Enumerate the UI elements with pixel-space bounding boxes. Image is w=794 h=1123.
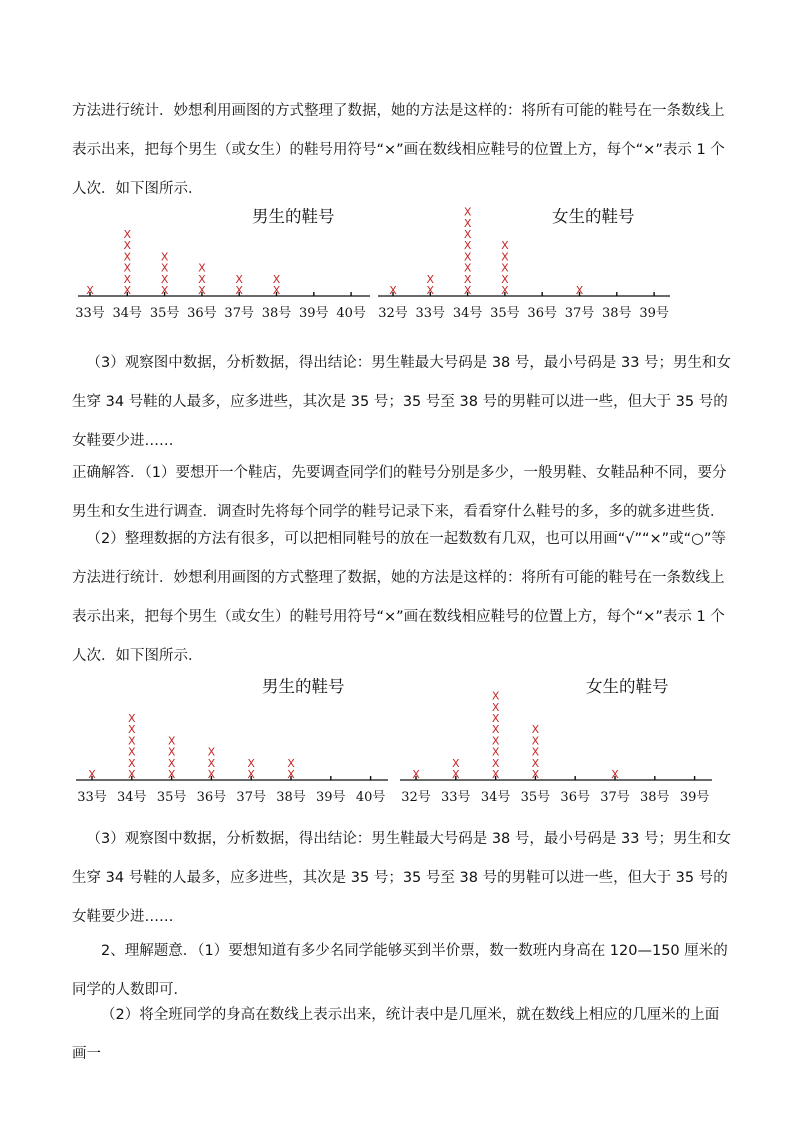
cross-mark: X — [463, 250, 472, 264]
cross-mark: X — [123, 228, 132, 241]
chart-boys-shoe-sizes-2 — [76, 670, 388, 805]
paragraph-answer-1: 正确解答．（1）要想开一个鞋店，先要调查同学们的鞋号分别是多少，一般男鞋、女鞋品种不同，要分男生和女生进行调查．调查时先将每个同学的鞋号记录下来，看看穿什么鞋号的多，多的就多进些货． — [72, 465, 727, 520]
cross-mark: X — [167, 745, 176, 759]
cross-mark: X — [426, 272, 435, 286]
cross-mark: X — [160, 272, 169, 286]
cross-mark: X — [198, 284, 206, 297]
chart-title: 女生的鞋号 — [586, 677, 669, 696]
cross-mark: X — [491, 700, 500, 714]
tick-label: 35号 — [490, 306, 520, 321]
chart-girls-shoe-sizes-2 — [400, 670, 712, 805]
tick-label: 36号 — [527, 306, 557, 321]
cross-mark: X — [531, 756, 540, 770]
cross-mark: X — [128, 768, 136, 781]
chart-svg — [400, 670, 712, 805]
tick-label: 35号 — [520, 790, 551, 805]
tick-label: 39号 — [679, 790, 710, 805]
cross-mark: X — [123, 284, 132, 297]
cross-mark: X — [491, 712, 500, 725]
tick-label: 39号 — [639, 306, 669, 321]
chart-title: 女生的鞋号 — [552, 207, 635, 226]
cross-mark: X — [491, 734, 500, 748]
cross-mark: X — [491, 689, 500, 703]
cross-mark: X — [531, 768, 540, 781]
tick-label: 32号 — [401, 790, 431, 805]
cross-mark: X — [501, 284, 509, 297]
cross-mark: X — [463, 205, 472, 219]
cross-mark: X — [412, 768, 420, 781]
cross-mark: X — [426, 284, 435, 297]
cross-mark: X — [531, 745, 540, 759]
tick-label: 36号 — [187, 306, 217, 321]
tick-label: 37号 — [224, 306, 254, 321]
tick-label: 34号 — [112, 306, 143, 321]
cross-mark: X — [128, 756, 136, 770]
tick-label: 36号 — [196, 790, 227, 805]
cross-mark: X — [491, 768, 500, 781]
cross-mark: X — [463, 228, 472, 241]
cross-mark: X — [463, 284, 472, 297]
cross-mark: X — [463, 261, 472, 275]
tick-label: 34号 — [117, 790, 147, 805]
tick-label: 38号 — [276, 790, 306, 805]
cross-mark: X — [167, 768, 176, 781]
tick-label: 33号 — [415, 306, 446, 321]
tick-label: 35号 — [156, 790, 187, 805]
tick-label: 37号 — [236, 790, 266, 805]
paragraph-method-intro: 方法进行统计．妙想利用画图的方式整理了数据，她的方法是这样的：将所有可能的鞋号在一条数线上表示出来，把每个男生（或女生）的鞋号用符号“×”画在数线相应鞋号的位置上方，每个“×”表示 1 个人次．如下图所示． — [72, 103, 725, 197]
chart-svg — [75, 200, 370, 321]
cross-mark: X — [207, 768, 216, 781]
cross-mark: X — [272, 272, 281, 286]
tick-label: 35号 — [149, 306, 180, 321]
tick-label: 33号 — [75, 306, 105, 321]
paragraph-height-2: （2）将全班同学的身高在数线上表示出来，统计表中是几厘米，就在数线上相应的几厘米的上面画一 — [72, 1007, 720, 1062]
tick-label: 33号 — [441, 790, 471, 805]
cross-mark: X — [247, 768, 255, 781]
tick-label: 36号 — [560, 790, 590, 805]
tick-label: 34号 — [452, 306, 483, 321]
tick-label: 39号 — [299, 306, 329, 321]
cross-mark: X — [160, 284, 169, 297]
cross-mark: X — [123, 272, 132, 286]
cross-mark: X — [491, 745, 500, 759]
tick-label: 37号 — [600, 790, 630, 805]
cross-mark: X — [198, 261, 206, 275]
chart-svg — [378, 200, 670, 321]
paragraph-observation-1: （3）观察图中数据，分析数据，得出结论：男生鞋最大号码是 38 号，最小号码是 33 号；男生和女生穿 34 号鞋的人最多，应多进些，其次是 35 号；35 号至 38 号的男鞋可以进一些，但大于 35 号的女鞋要少进…… — [72, 355, 732, 449]
chart-girls-shoe-sizes-1 — [378, 200, 670, 321]
paragraph-height-1: 2、理解题意．（1）要想知道有多少名同学能够买到半价票，数一数班内身高在 120—150 厘米的同学的人数即可． — [72, 943, 728, 998]
cross-mark: X — [86, 284, 94, 297]
cross-mark: X — [128, 734, 136, 748]
cross-mark: X — [463, 239, 472, 253]
cross-mark: X — [389, 284, 397, 297]
cross-mark: X — [491, 756, 500, 770]
cross-mark: X — [167, 734, 176, 748]
cross-mark: X — [123, 239, 132, 253]
cross-mark: X — [531, 734, 540, 748]
cross-mark: X — [123, 261, 132, 275]
cross-mark: X — [167, 756, 176, 770]
paragraph-method-2: （2）整理数据的方法有很多，可以把相同鞋号的放在一起数数有几双，也可以用画“√”“×”或“○”等方法进行统计．妙想利用画图的方式整理了数据，她的方法是这样的：将所有可能的鞋号在一条数线上表示出来，把每个男生（或女生）的鞋号用符号“×”画在数线相应鞋号的位置上方，每个“×”表示 1 个人次．如下图所示． — [72, 531, 726, 664]
cross-mark: X — [160, 250, 169, 264]
cross-mark: X — [611, 768, 619, 781]
cross-mark: X — [160, 261, 169, 275]
cross-mark: X — [287, 756, 295, 770]
cross-mark: X — [575, 284, 584, 297]
cross-mark: X — [501, 250, 509, 264]
cross-mark: X — [463, 272, 472, 286]
cross-mark: X — [287, 768, 295, 781]
tick-label: 40号 — [355, 790, 386, 805]
cross-mark: X — [272, 284, 281, 297]
cross-mark: X — [198, 272, 206, 286]
cross-mark: X — [452, 768, 460, 781]
chart-svg — [76, 670, 388, 805]
cross-mark: X — [128, 723, 136, 737]
cross-mark: X — [235, 284, 243, 297]
tick-label: 33号 — [77, 790, 107, 805]
tick-label: 34号 — [480, 790, 511, 805]
tick-label: 38号 — [261, 306, 292, 321]
tick-label: 32号 — [378, 306, 408, 321]
tick-label: 37号 — [564, 306, 595, 321]
cross-mark: X — [452, 756, 460, 770]
cross-mark: X — [501, 272, 509, 286]
cross-mark: X — [128, 712, 136, 725]
cross-mark: X — [235, 272, 243, 286]
cross-mark: X — [491, 723, 500, 737]
cross-mark: X — [463, 216, 472, 230]
tick-label: 38号 — [640, 790, 670, 805]
cross-mark: X — [128, 745, 136, 759]
chart-title: 男生的鞋号 — [252, 207, 335, 226]
tick-label: 39号 — [316, 790, 346, 805]
chart-boys-shoe-sizes-1 — [75, 200, 370, 321]
cross-mark: X — [207, 756, 216, 770]
cross-mark: X — [207, 745, 216, 759]
cross-mark: X — [501, 239, 509, 253]
paragraph-observation-2: （3）观察图中数据，分析数据，得出结论：男生鞋最大号码是 38 号，最小号码是 33 号；男生和女生穿 34 号鞋的人最多，应多进些，其次是 35 号；35 号至 38 号的男鞋可以进一些，但大于 35 号的女鞋要少进…… — [72, 831, 732, 925]
chart-title: 男生的鞋号 — [262, 677, 345, 696]
cross-mark: X — [123, 250, 132, 264]
tick-label: 40号 — [336, 306, 366, 321]
cross-mark: X — [88, 768, 96, 781]
cross-mark: X — [247, 756, 255, 770]
cross-mark: X — [501, 261, 509, 275]
cross-mark: X — [531, 723, 540, 737]
tick-label: 38号 — [602, 306, 632, 321]
